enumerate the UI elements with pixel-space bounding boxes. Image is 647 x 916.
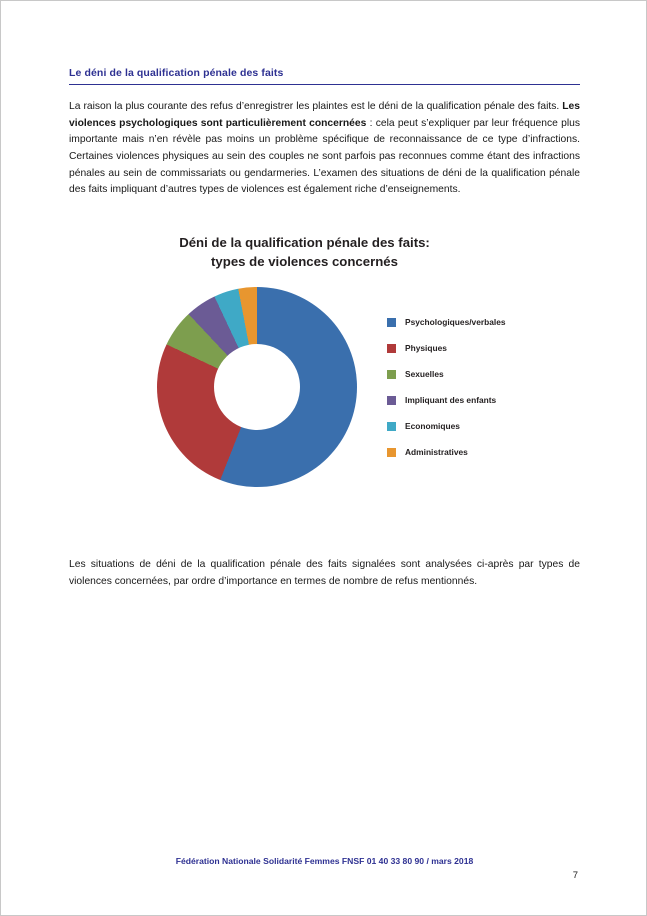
legend-label: Administratives [405, 447, 468, 458]
legend-label: Psychologiques/verbales [405, 317, 506, 328]
chart-title-line-1: Déni de la qualification pénale des faits: [179, 235, 430, 251]
donut-chart [157, 287, 357, 487]
paragraph-intro-text-2: : cela peut s’expliquer par leur fréquence plus importante mais n’en révèle pas moins un problème spécifique de reconnaissance de ce type d’infractions. Certaines violences physiques au sein des couples ne sont parfois pas reconnues comme étant des infractions pénales au sein de commissariats ou gendarmeries. L’examen des situations de déni de la qualification pénale des faits impliquant d’autres types de violences est également riche d’enseignements. [69, 117, 580, 196]
legend-item [387, 309, 577, 335]
section-title: Le déni de la qualification pénale des faits [69, 67, 580, 85]
donut-center-hole [214, 344, 300, 430]
legend-item [387, 439, 577, 465]
chart-legend [387, 309, 577, 465]
page-number: 7 [572, 870, 578, 881]
legend-label: Physiques [405, 343, 447, 354]
chart-figure [69, 233, 580, 517]
paragraph-intro [69, 99, 580, 199]
page-content [69, 67, 580, 591]
legend-label: Economiques [405, 421, 460, 432]
page-footer: Fédération Nationale Solidarité Femmes FNSF 01 40 33 80 90 / mars 2018 [175, 856, 474, 866]
legend-item [387, 361, 577, 387]
paragraph-intro-text-1: La raison la plus courante des refus d’enregistrer les plaintes est le déni de la qualification pénale des faits. [69, 101, 563, 112]
chart-title [29, 233, 580, 271]
legend-swatch-icon [387, 448, 396, 457]
chart-area [69, 287, 580, 517]
legend-item [387, 387, 577, 413]
paragraph-intro-emphasis: Les violences psychologiques sont particulièrement concernées [69, 101, 580, 129]
legend-swatch-icon [387, 422, 396, 431]
chart-title-line-2: types de violences concernés [211, 254, 398, 270]
legend-swatch-icon [387, 318, 396, 327]
legend-swatch-icon [387, 344, 396, 353]
legend-swatch-icon [387, 396, 396, 405]
legend-item [387, 413, 577, 439]
legend-label: Impliquant des enfants [405, 395, 497, 406]
paragraph-conclusion: Les situations de déni de la qualification pénale des faits signalées sont analysées ci-après par types de violences concernées, par ordre d’importance en termes de nombre de refus mentionnés. [69, 559, 580, 587]
legend-item [387, 335, 577, 361]
legend-label: Sexuelles [405, 369, 444, 380]
legend-swatch-icon [387, 370, 396, 379]
